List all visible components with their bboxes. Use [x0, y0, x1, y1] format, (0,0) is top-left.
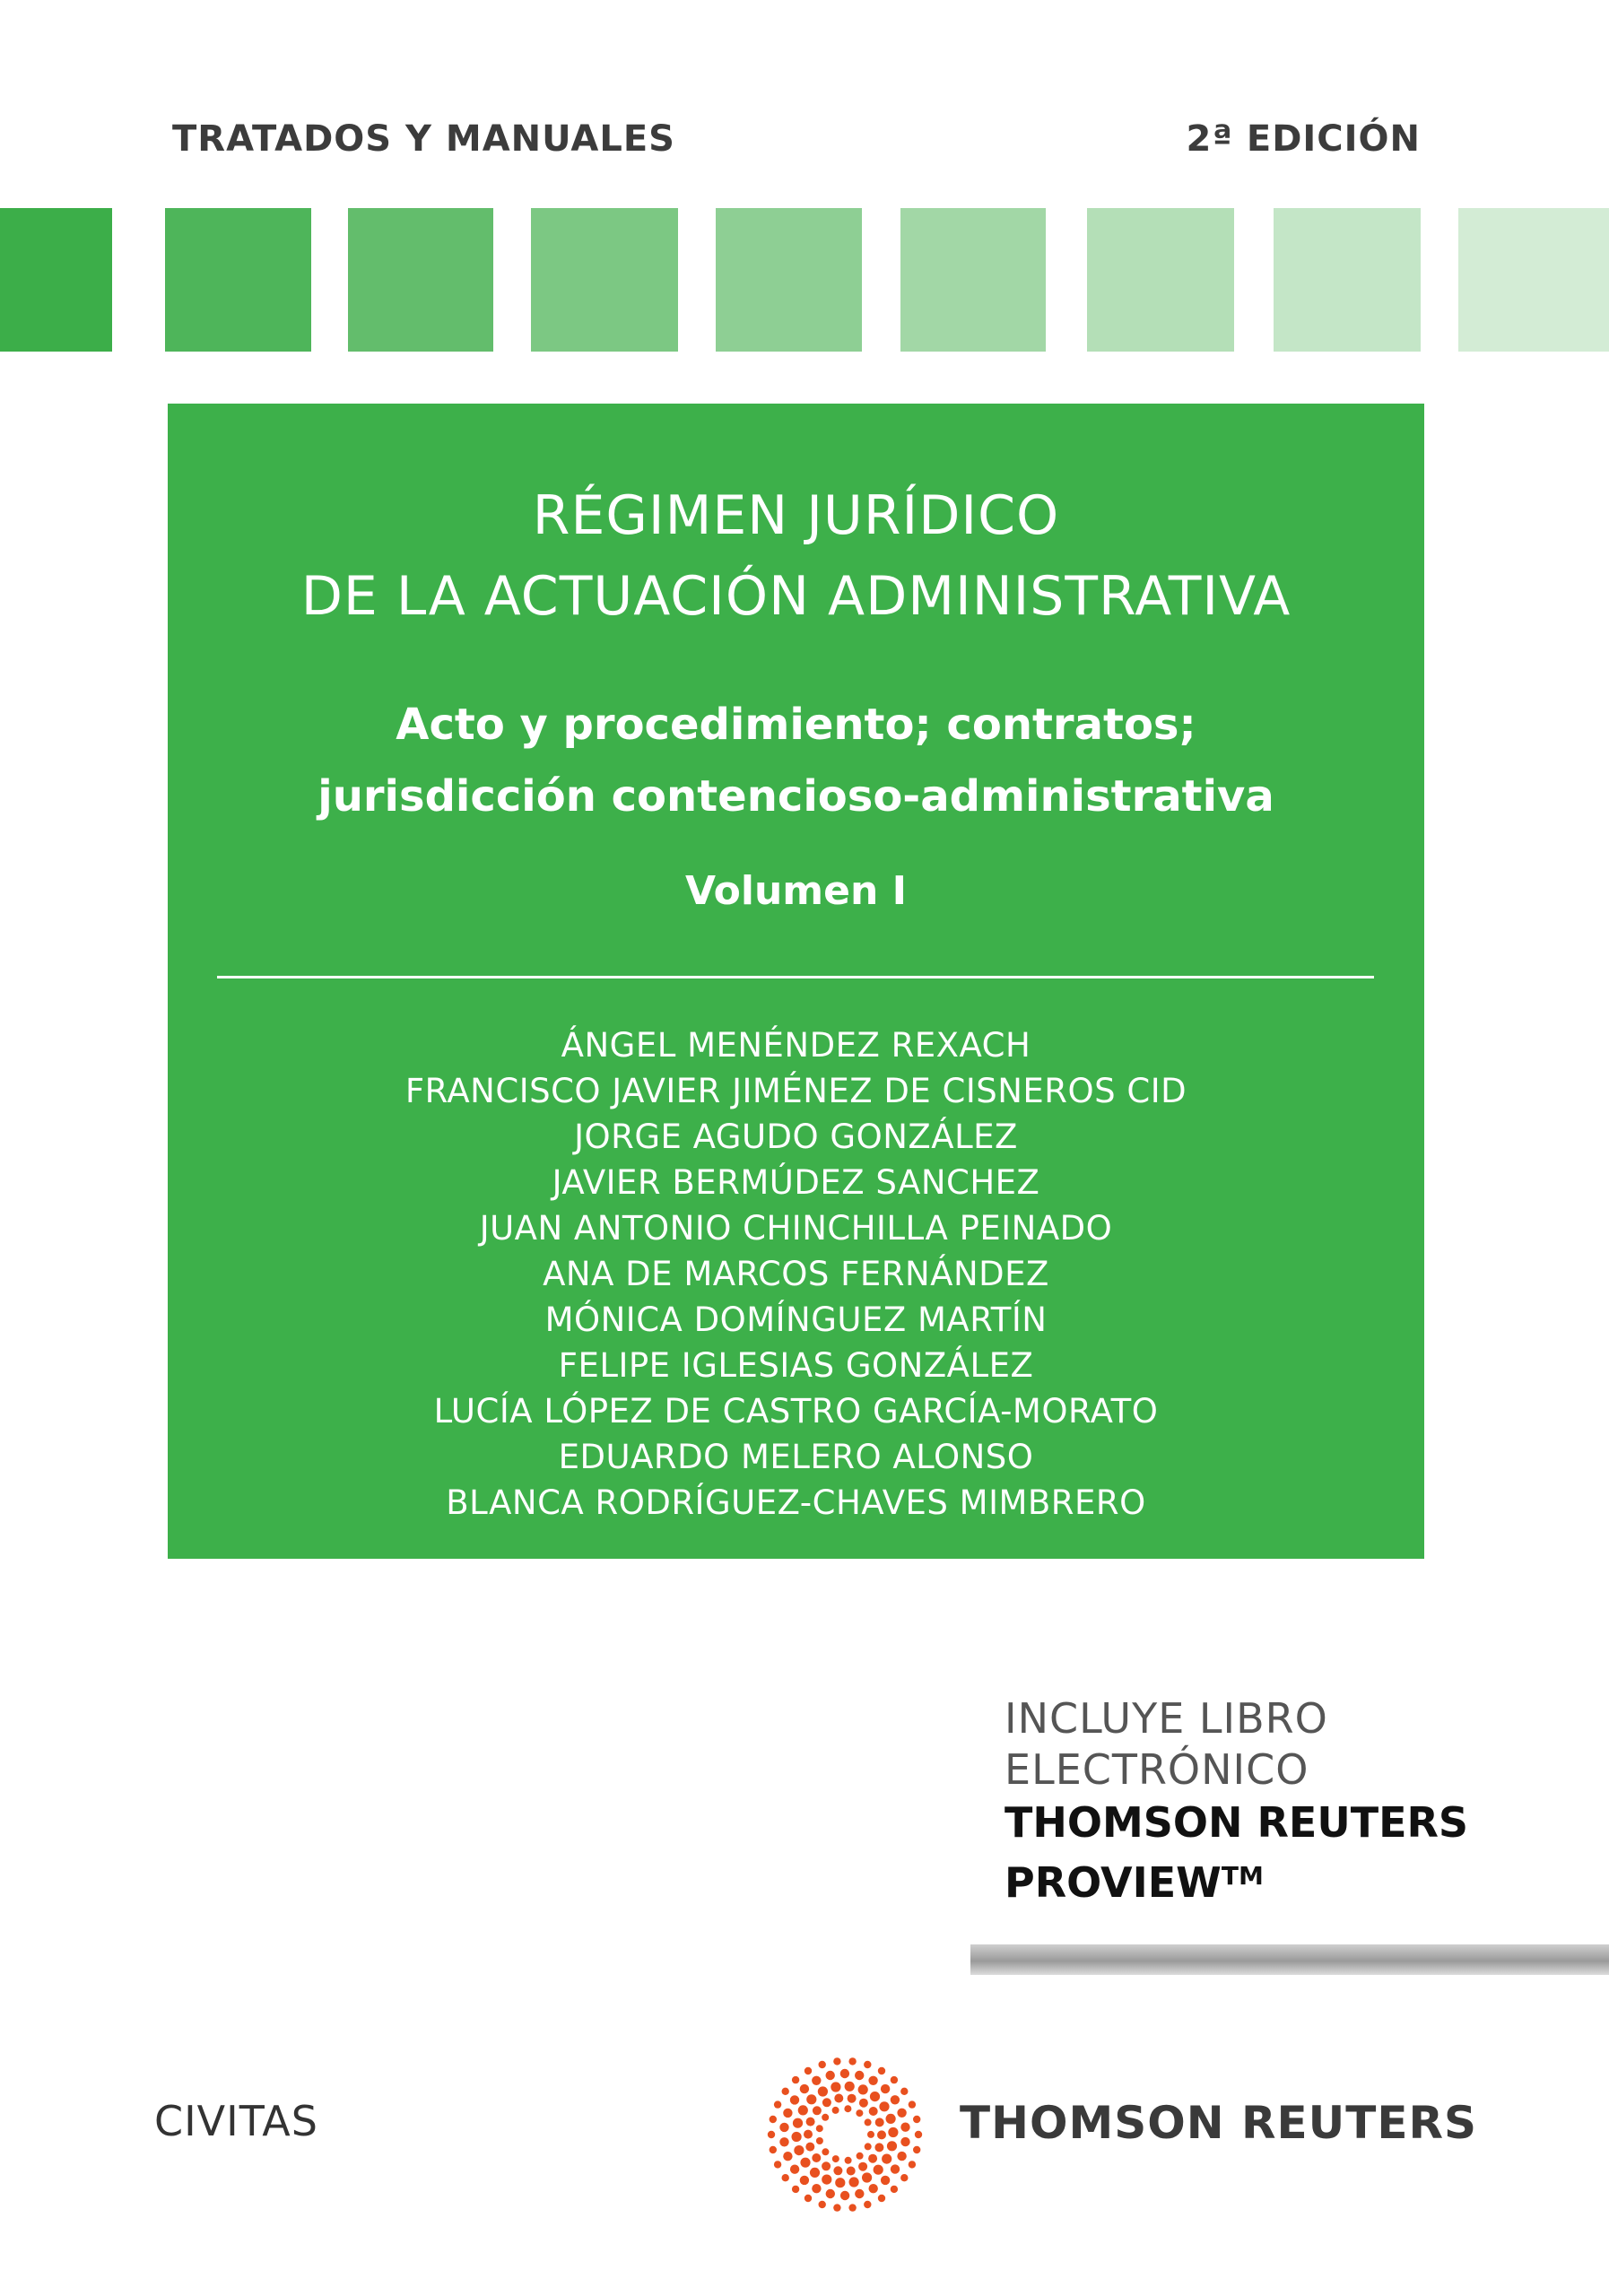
logo-dot: [891, 2076, 898, 2083]
logo-dot: [877, 2130, 886, 2139]
logo-dot: [822, 2114, 829, 2121]
author-name: MÓNICA DOMÍNGUEZ MARTÍN: [544, 1300, 1048, 1339]
proview-label: PROVIEW: [1005, 1858, 1222, 1907]
trademark-mark: TM: [1221, 1861, 1264, 1891]
logo-dot: [812, 2153, 821, 2162]
logo-dot: [798, 2105, 808, 2115]
logo-dot: [868, 2076, 877, 2085]
logo-dot: [813, 2106, 822, 2115]
logo-dot: [793, 2118, 803, 2128]
logo-dot: [840, 2191, 849, 2200]
logo-dot: [847, 2167, 856, 2176]
logo-dot: [858, 2084, 868, 2094]
logo-dot: [888, 2127, 898, 2137]
stripe-6: [900, 208, 1046, 352]
stripe-3: [348, 208, 493, 352]
logo-dot: [804, 2130, 813, 2139]
logo-dot: [845, 2082, 855, 2092]
logo-dot: [835, 2178, 845, 2187]
logo-dot: [768, 2131, 775, 2138]
logo-dot: [819, 2201, 826, 2208]
logo-dot: [849, 2177, 859, 2187]
logo-dot: [770, 2146, 777, 2153]
logo-dot: [800, 2158, 810, 2168]
logo-dot: [800, 2176, 809, 2185]
author-name: JAVIER BERMÚDEZ SANCHEZ: [552, 1163, 1040, 1202]
logo-dot: [790, 2095, 799, 2104]
logo-dot: [874, 2165, 883, 2175]
logo-dot: [794, 2145, 804, 2155]
logo-dot: [857, 2152, 864, 2160]
logo-dot: [915, 2131, 922, 2138]
logo-dot: [833, 2166, 842, 2175]
logo-dot: [819, 2061, 826, 2068]
logo-dot: [804, 2195, 812, 2202]
logo-dot: [869, 2107, 878, 2116]
logo-dot: [900, 2088, 908, 2095]
stripe-4: [531, 208, 678, 352]
ebook-line-3: THOMSON REUTERS: [1005, 1798, 1469, 1847]
author-name: BLANCA RODRÍGUEZ-CHAVES MIMBRERO: [446, 1483, 1146, 1522]
logo-dot: [782, 2088, 789, 2095]
subtitle-line-2: jurisdicción contencioso-administrativa: [317, 771, 1274, 822]
logo-dot: [864, 2061, 871, 2068]
logo-dot: [832, 2107, 839, 2114]
ebook-line-2: ELECTRÓNICO: [1005, 1745, 1309, 1794]
logo-dot: [831, 2082, 840, 2092]
logo-dot: [897, 2152, 906, 2161]
edition-label: 2ª EDICIÓN: [1186, 118, 1421, 160]
logo-dot: [881, 2176, 890, 2185]
logo-dot: [848, 2057, 856, 2065]
logo-dot: [792, 2132, 802, 2142]
logo-dot: [879, 2101, 889, 2111]
title-line-1: RÉGIMEN JURÍDICO: [532, 484, 1060, 547]
logo-dot: [826, 2189, 835, 2198]
logo-dot: [782, 2174, 789, 2181]
thomson-reuters-dot-logo-icon: [764, 2054, 926, 2215]
volume-label: Volumen I: [685, 868, 907, 914]
logo-dot: [816, 2137, 823, 2144]
logo-dot: [812, 2184, 821, 2193]
author-name: ÁNGEL MENÉNDEZ REXACH: [561, 1026, 1031, 1065]
logo-dot: [859, 2099, 868, 2108]
logo-dot: [865, 2143, 872, 2150]
logo-dot: [816, 2125, 823, 2132]
logo-dot: [909, 2161, 916, 2168]
series-name: TRATADOS Y MANUALES: [172, 118, 675, 160]
title-line-2: DE LA ACTUACIÓN ADMINISTRATIVA: [300, 565, 1292, 628]
logo-dot: [822, 2161, 831, 2170]
author-name: JUAN ANTONIO CHINCHILLA PEINADO: [479, 1209, 1113, 1248]
logo-dot: [844, 2105, 851, 2112]
logo-dot: [806, 2094, 816, 2104]
logo-dot: [770, 2116, 777, 2123]
logo-dot: [865, 2118, 872, 2126]
stripe-7: [1087, 208, 1234, 352]
logo-dot: [897, 2109, 906, 2118]
logo-dot: [779, 2123, 788, 2132]
stripe-5: [716, 208, 862, 352]
logo-dot: [832, 2155, 839, 2162]
logo-dot: [891, 2095, 900, 2104]
logo-dot: [848, 2204, 856, 2211]
author-name: FELIPE IGLESIAS GONZÁLEZ: [558, 1346, 1034, 1385]
logo-dot: [868, 2154, 877, 2163]
ebook-line-4: [1005, 1849, 1468, 1909]
logo-dot: [858, 2162, 867, 2171]
logo-dot: [805, 2143, 814, 2152]
logo-dot: [774, 2100, 781, 2108]
stripe-2: [165, 208, 311, 352]
logo-dot: [845, 2157, 852, 2164]
logo-dot: [870, 2092, 880, 2101]
divider: [217, 976, 1374, 978]
logo-dot: [783, 2152, 792, 2161]
logo-dot: [864, 2201, 871, 2208]
logo-dot: [874, 2143, 883, 2152]
logo-dot: [822, 2148, 829, 2155]
author-name: FRANCISCO JAVIER JIMÉNEZ DE CISNEROS CID: [404, 1072, 1187, 1110]
logo-dot: [804, 2067, 812, 2074]
logo-dot: [900, 2174, 908, 2181]
logo-dot: [834, 2094, 843, 2103]
logo-dot: [900, 2123, 909, 2132]
logo-dot: [878, 2195, 885, 2202]
logo-dot: [818, 2086, 828, 2096]
logo-dot: [822, 2098, 831, 2107]
shadow-bar: [970, 1944, 1609, 1975]
author-name: ANA DE MARCOS FERNÁNDEZ: [543, 1255, 1049, 1293]
stripe-8: [1274, 208, 1421, 352]
logo-dot: [862, 2172, 872, 2182]
logo-dot: [783, 2109, 792, 2118]
logo-dot: [855, 2189, 864, 2198]
author-list: [168, 1022, 1424, 1526]
logo-dot: [800, 2084, 809, 2093]
ebook-line-1: INCLUYE LIBRO: [1005, 1694, 1328, 1743]
logo-dot: [913, 2116, 920, 2123]
stripe-1: [0, 208, 112, 352]
logo-dot: [900, 2137, 909, 2146]
logo-dot: [881, 2084, 890, 2093]
stripe-9: [1458, 208, 1609, 352]
logo-dot: [855, 2071, 864, 2080]
author-name: EDUARDO MELERO ALONSO: [558, 1438, 1034, 1476]
logo-dot: [774, 2161, 781, 2168]
logo-dot: [891, 2164, 900, 2173]
logo-dot: [887, 2141, 897, 2151]
logo-dot: [882, 2154, 891, 2164]
logo-dot: [792, 2076, 799, 2083]
logo-dot: [833, 2204, 840, 2211]
title-panel: [168, 404, 1424, 1559]
logo-dot: [875, 2118, 884, 2126]
logo-dot: [867, 2131, 874, 2138]
logo-dot: [810, 2168, 820, 2178]
author-name: JORGE AGUDO GONZÁLEZ: [574, 1118, 1018, 1156]
logo-dot: [779, 2137, 788, 2146]
logo-dot: [913, 2146, 920, 2153]
logo-dot: [878, 2067, 885, 2074]
publisher-name: THOMSON REUTERS: [960, 2097, 1478, 2149]
logo-dot: [792, 2186, 799, 2193]
logo-dot: [869, 2184, 878, 2193]
logo-dot: [848, 2094, 857, 2103]
logo-dot: [812, 2076, 821, 2085]
logo-dot: [806, 2118, 815, 2126]
imprint-name: CIVITAS: [154, 2097, 318, 2145]
logo-dot: [909, 2100, 916, 2108]
logo-dot: [826, 2071, 835, 2080]
author-name: LUCÍA LÓPEZ DE CASTRO GARCÍA-MORATO: [433, 1392, 1159, 1431]
logo-dot: [891, 2186, 898, 2193]
logo-dot: [840, 2069, 849, 2078]
logo-dot: [822, 2175, 831, 2185]
logo-dot: [886, 2114, 896, 2124]
subtitle-line-1: Acto y procedimiento; contratos;: [396, 700, 1196, 750]
ebook-notice: [1005, 1693, 1468, 1909]
logo-dot: [856, 2109, 863, 2117]
logo-dot: [833, 2057, 840, 2065]
logo-dot: [790, 2165, 799, 2174]
